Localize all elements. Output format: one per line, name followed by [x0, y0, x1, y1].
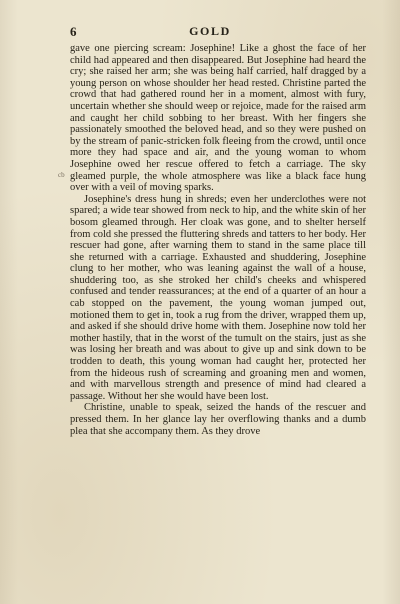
page-header: [70, 24, 350, 40]
running-head: GOLD: [189, 24, 231, 38]
body-text: [70, 43, 366, 437]
paragraph: Christine, unable to speak, seized the hands of the rescuer and pressed them. In her glance lay her overflowing thanks and a dumb plea that she accompany them. As they drove: [70, 402, 366, 437]
paragraph-continued: gave one piercing scream: Josephine! Like a ghost the face of her child had appeared and then disappeared. But Josephine had heard the cry; she raised her arm; she was being half carried, half dragged by a young person on whose shoulder her head rested. Christine parted the crowd that had gathered round her in a moment, almost with fury, uncertain whether she should weep or rejoice, made for the raised arm and caught her child sobbing to her breast. With her fingers she passionately smoothed the beloved head, and so they were pushed on by the stream of panic-stricken folk fleeing from the crowd, until once more they had space and air, and the young woman to whom Josephine owed her rescue offered to fetch a carriage. The sky gleamed purple, the whole atmosphere was like a black face hung over with a veil of moving sparks.: [70, 43, 366, 194]
page-number: 6: [70, 24, 77, 39]
paragraph: Josephine's dress hung in shreds; even her underclothes were not spared; a wide tear showed from neck to hip, and the white skin of her bosom gleamed through. Her cloak was gone, and to shelter herself from cold she pressed the fluttering shreds and tatters to her body. Her rescuer had gone, after warning them to stand in the same place till she returned with a carriage. Exhausted and shuddering, Josephine clung to her mother, who was leaning against the wall of a house, shuddering too, as she stroked her child's cheeks and whispered confused and tender reassurances; at the end of a quarter of an hour a cab stopped on the pavement, the young woman jumped out, motioned them to get in, took a rug from the driver, wrapped them up, and asked if she should drive home with them. Josephine now told her mother hastily, that in the worst of the tumult on the stairs, just as she was losing her breath and was about to give up and sink down to be trodden to death, this young woman had caught her, protected her from the hideous rush of screaming and groaning men and women, and with marvellous strength and presence of mind had cleared a passage. Without her she would have been lost.: [70, 193, 366, 402]
margin-mark: cb: [58, 171, 65, 179]
